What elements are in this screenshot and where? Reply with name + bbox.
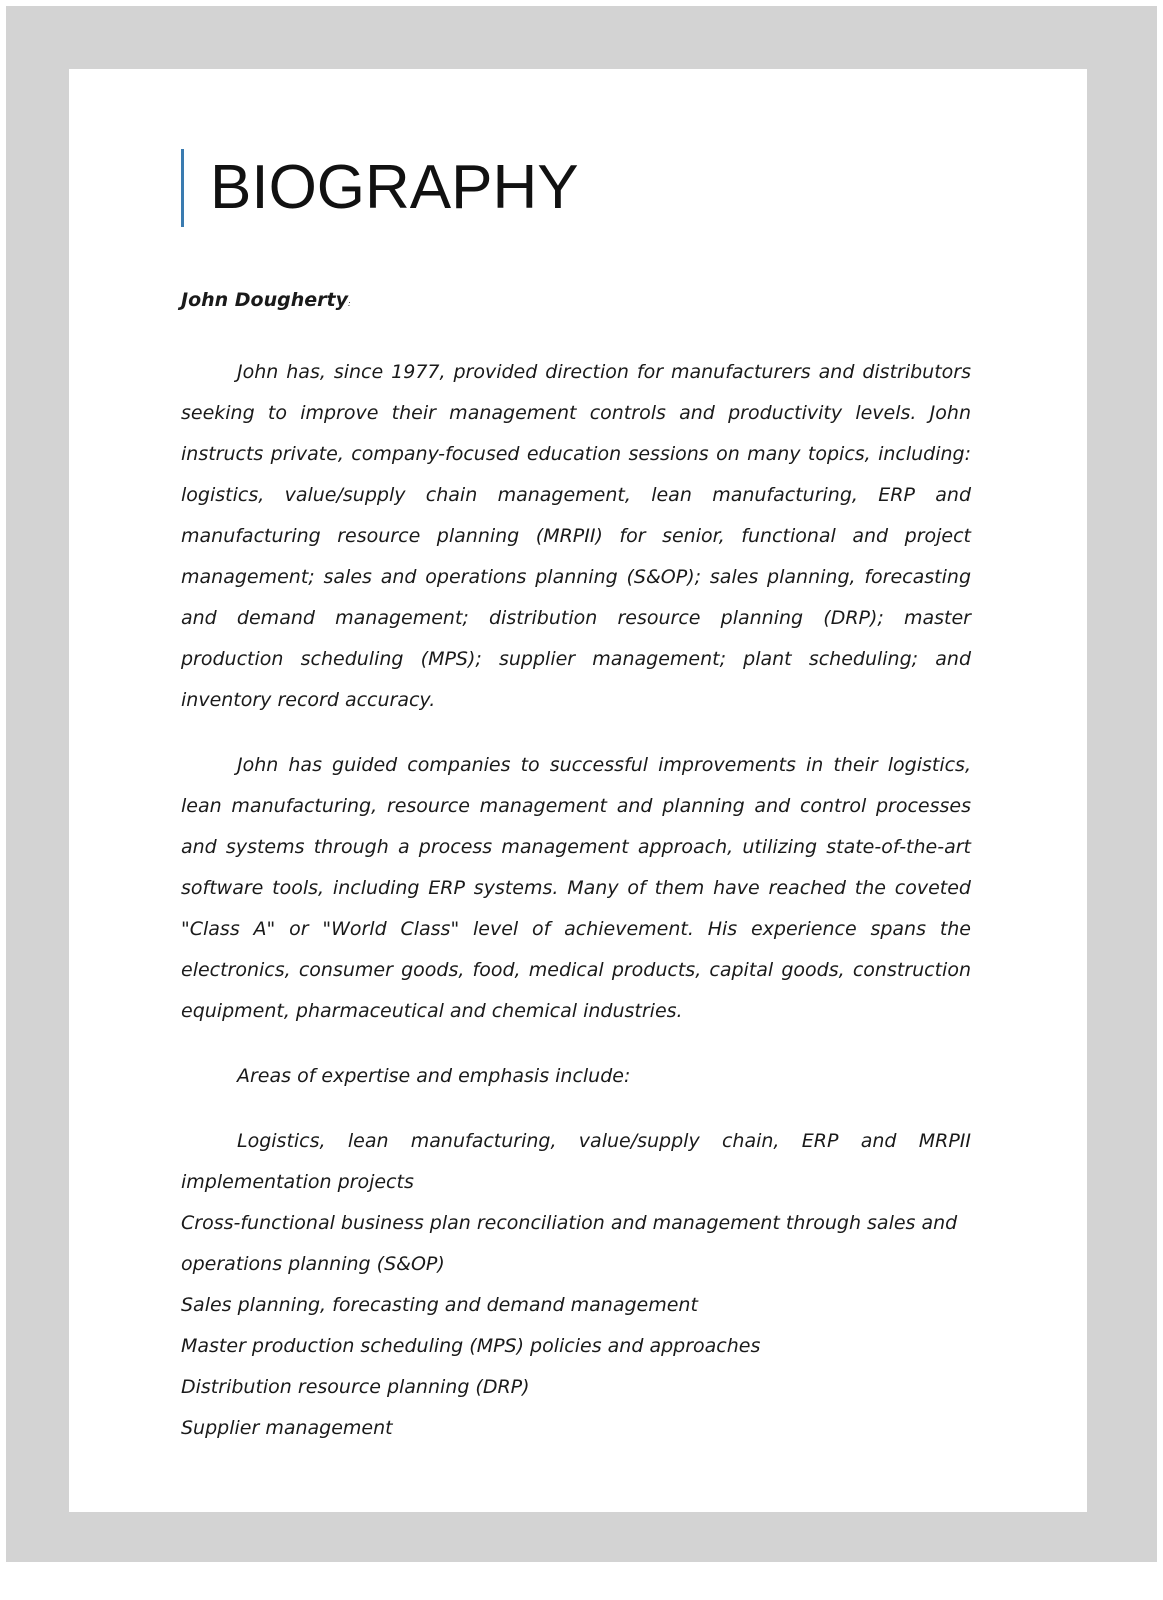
biography-content: [181, 289, 971, 1449]
person-name-line: [181, 289, 971, 312]
paragraph-expertise-first: Logistics, lean manufacturing, value/supply chain, ERP and MRPII implementation projects: [181, 1129, 971, 1193]
expertise-list: [181, 1203, 971, 1449]
page-frame: [6, 6, 1157, 1562]
paragraph-intro: John has, since 1977, provided direction for manufacturers and distributors seeking to improve their management controls and productivity levels. John instructs private, company-focused education sessions on many topics, including: logistics, value/supply chain management, lean manufacturing, ERP and manufacturing resource planning (MRPII) for senior, functional and project management; sales and operations planning (S&OP); sales planning, forecasting and demand management; distribution resource planning (DRP); master production scheduling (MPS); supplier management; plant scheduling; and inventory record accuracy.: [181, 360, 971, 711]
list-item: Sales planning, forecasting and demand management: [181, 1293, 698, 1316]
paragraph-experience: John has guided companies to successful improvements in their logistics, lean manufacturing, resource management and planning and control processes and systems through a process management approach, utilizing state-of-the-art software tools, including ERP systems. Many of them have reached the coveted "Class A" or "World Class" level of achievement. His experience spans the electronics, consumer goods, food, medical products, capital goods, construction equipment, pharmaceutical and chemical industries.: [181, 753, 971, 1022]
title-accent-bar: [181, 149, 184, 227]
page-title: BIOGRAPHY: [210, 153, 579, 222]
document-page: [69, 69, 1087, 1512]
name-suffix: :: [348, 299, 351, 308]
title-block: [181, 149, 579, 227]
list-item: Supplier management: [181, 1416, 393, 1439]
paragraph-expertise-heading: Areas of expertise and emphasis include:: [237, 1064, 631, 1087]
list-item: Master production scheduling (MPS) policies and approaches: [181, 1334, 761, 1357]
list-item: Distribution resource planning (DRP): [181, 1375, 530, 1398]
person-name: John Dougherty: [181, 289, 348, 311]
list-item: Cross-functional business plan reconciliation and management through sales and operations planning (S&OP): [181, 1211, 958, 1275]
